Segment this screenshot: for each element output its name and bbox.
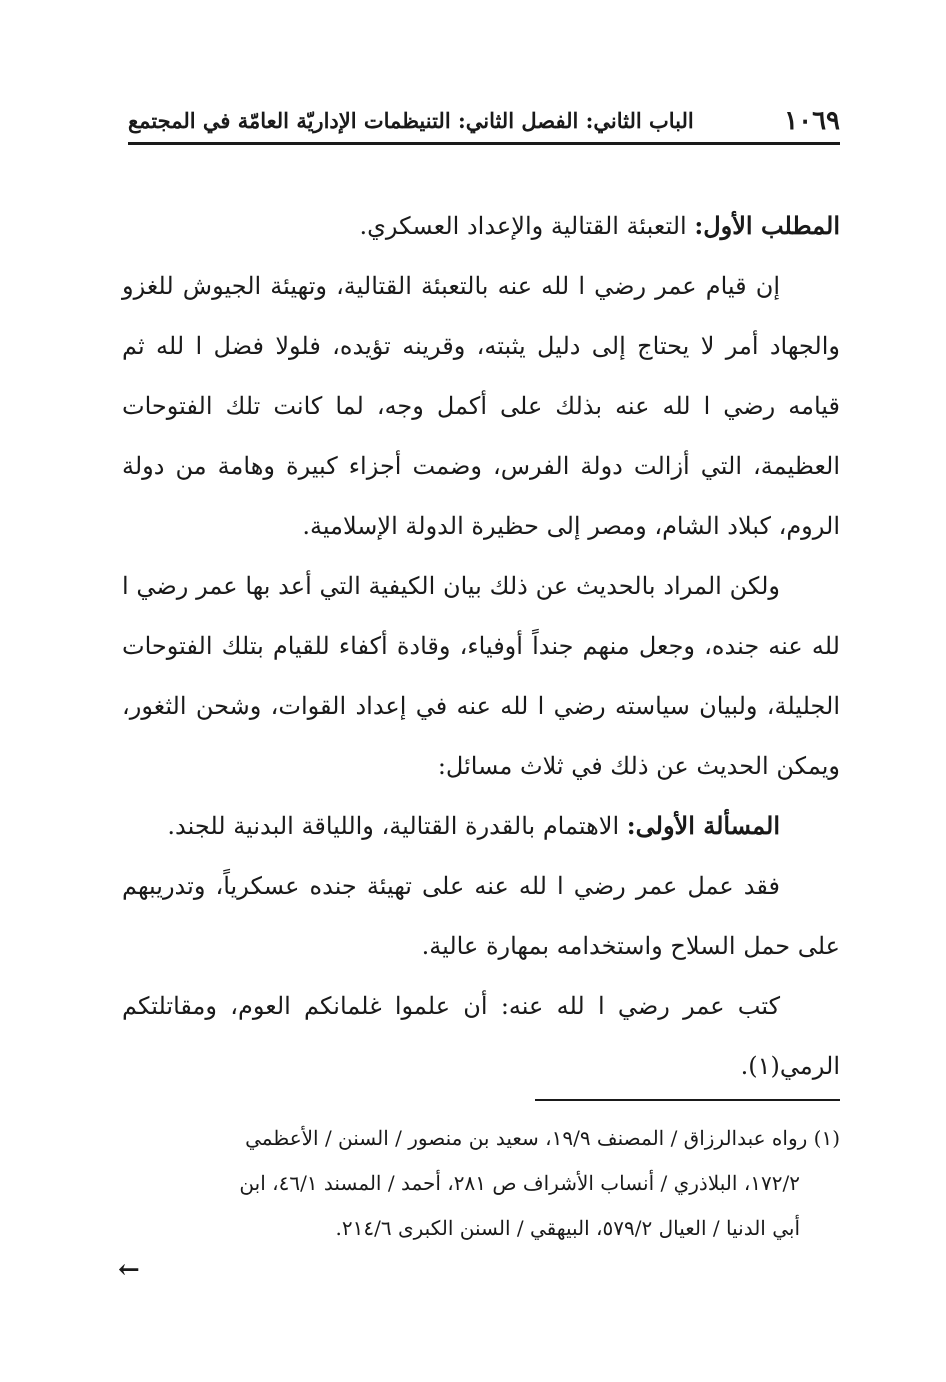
- body-text: [122, 196, 840, 1096]
- section-heading-text: التعبئة القتالية والإعداد العسكري.: [359, 212, 687, 240]
- footnote-line: ١٧٢/٢، البلاذري / أنساب الأشراف ص ٢٨١، أحمد / المسند ٤٦/١، ابن: [239, 1171, 800, 1195]
- footnote-line: (١) رواه عبدالرزاق / المصنف ١٩/٩، سعيد بن منصور / السنن / الأعظمي: [245, 1126, 840, 1150]
- issue-heading-text: الاهتمام بالقدرة القتالية، واللياقة البدنية للجند.: [167, 812, 620, 840]
- running-title: الباب الثاني: الفصل الثاني: التنيظمات الإداريّة العامّة في المجتمع: [128, 108, 694, 133]
- paragraph-2: ولكن المراد بالحديث عن ذلك بيان الكيفية التي أعد بها عمر رضي ا لله عنه جنده، وجعل منهم جنداً أوفياء، وقادة أكفاء للقيام بتلك الفتوحات الجليلة، ولبيان سياسته رضي ا لله عنه في إعداد القوات، وشحن الثغور، ويمكن الحديث عن ذلك في ثلاث مسائل:: [122, 572, 840, 780]
- header-divider: [128, 142, 840, 145]
- paragraph-4: كتب عمر رضي ا لله عنه: أن علموا غلمانكم العوم، ومقاتلتكم الرمي(١).: [122, 992, 840, 1080]
- next-page-arrow-icon: ←: [118, 1255, 140, 1285]
- issue-heading: [122, 796, 840, 856]
- page-header: [128, 104, 840, 140]
- footnote-line: أبي الدنيا / العيال ٥٧٩/٢، البيهقي / السنن الكبرى ٢١٤/٦.: [335, 1216, 800, 1240]
- issue-heading-label: المسألة الأولى:: [626, 811, 780, 840]
- paragraph-1: إن قيام عمر رضي ا لله عنه بالتعبئة القتالية، وتهيئة الجيوش للغزو والجهاد أمر لا يحتاج إلى دليل يثبته، وقرينه تؤيده، فلولا فضل ا لله ثم قيامه رضي ا لله عنه بذلك على أكمل وجه، لما كانت تلك الفتوحات العظيمة، التي أزالت دولة الفرس، وضمت أجزاء كبيرة وهامة من دولة الروم، كبلاد الشام، ومصر إلى حظيرة الدولة الإسلامية.: [122, 272, 840, 540]
- section-heading-label: المطلب الأول:: [694, 211, 840, 240]
- footnotes: [118, 1116, 840, 1251]
- paragraph-3: فقد عمل عمر رضي ا لله عنه على تهيئة جنده عسكرياً، وتدريبهم على حمل السلاح واستخدامه بمهارة عالية.: [122, 872, 840, 960]
- page-number: ١٠٦٩: [784, 106, 840, 136]
- footnote-divider: [535, 1099, 840, 1101]
- section-heading: [122, 196, 840, 256]
